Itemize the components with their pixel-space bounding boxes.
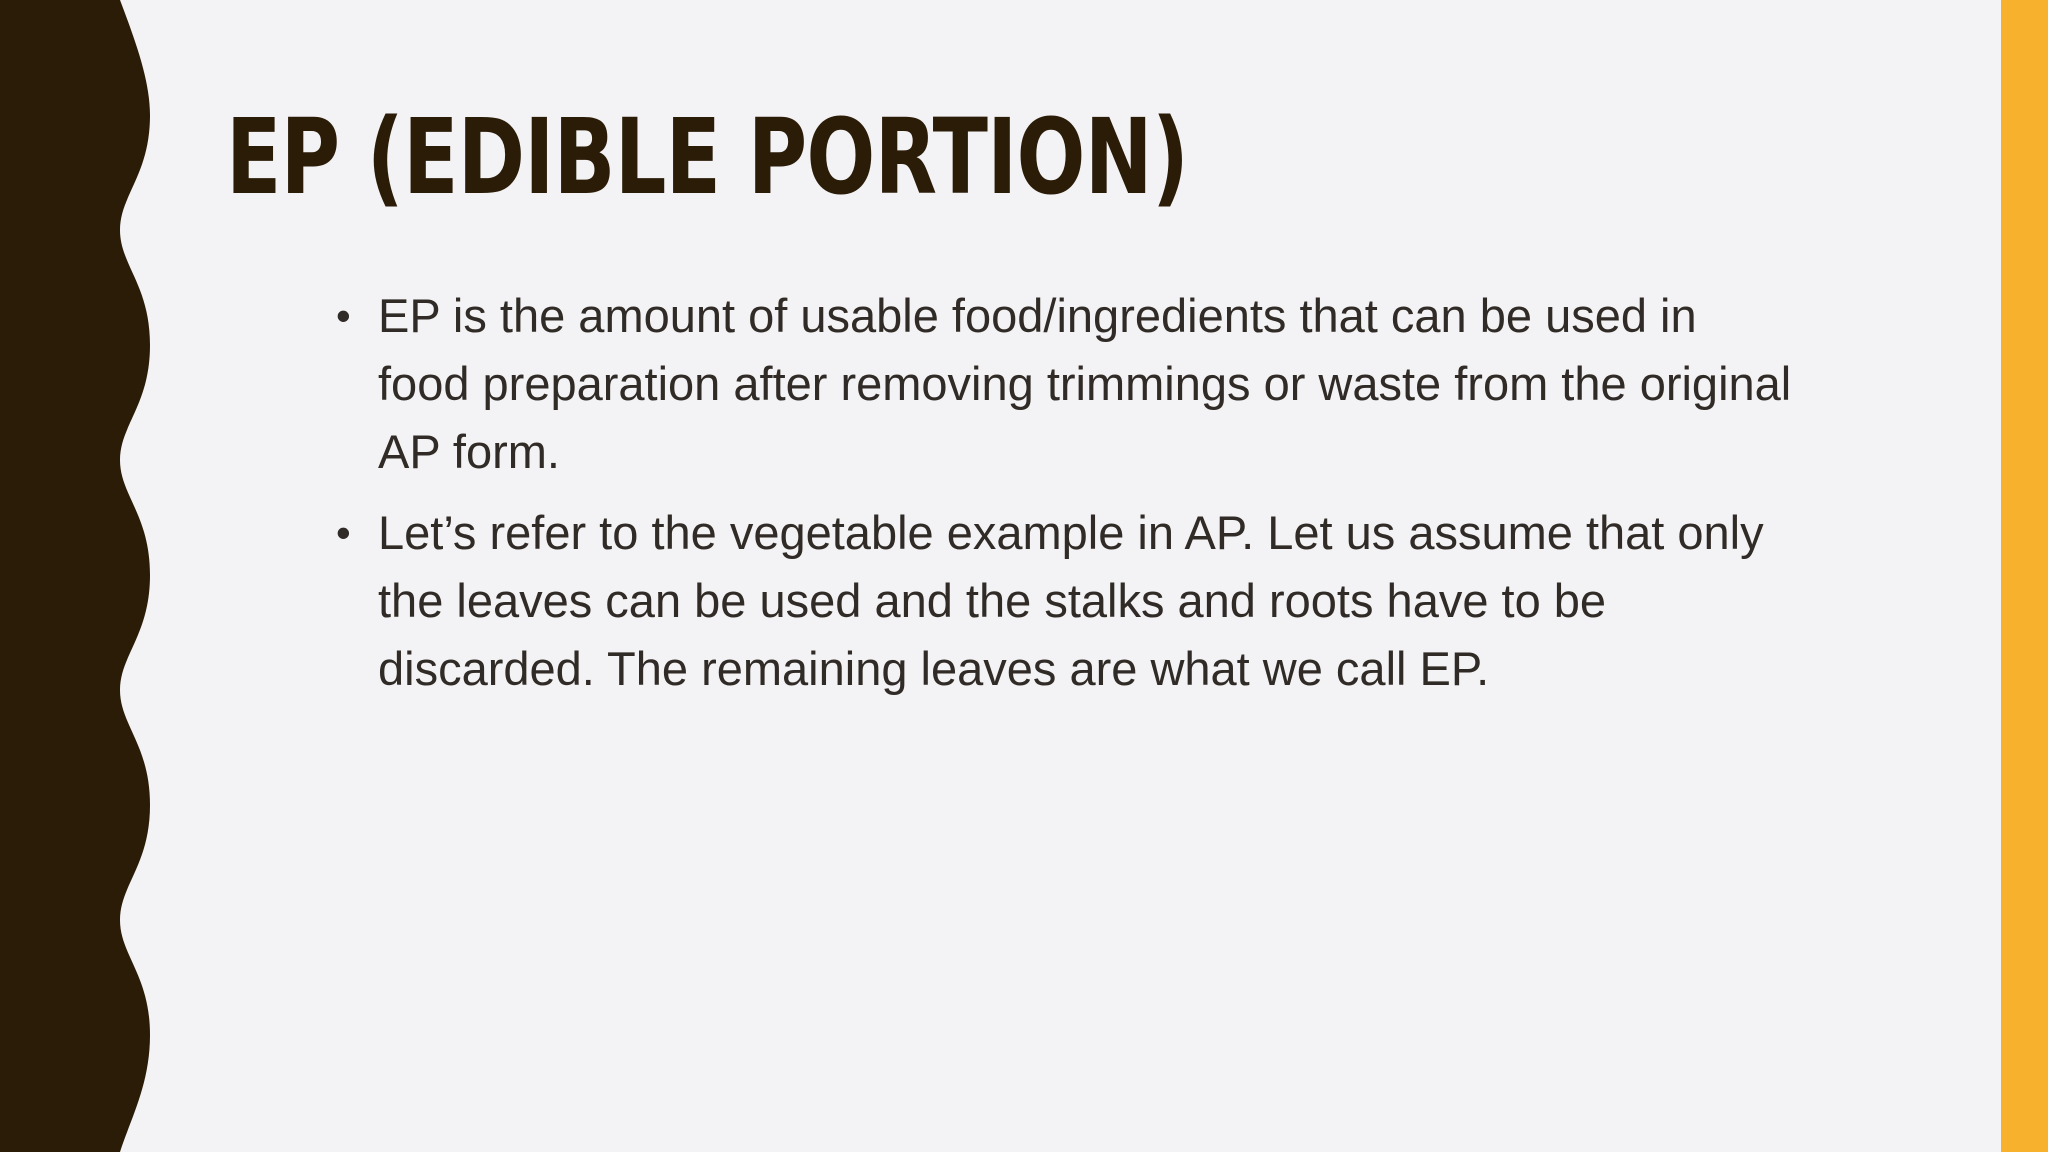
bullet-list — [336, 282, 1798, 716]
bullet-text: Let’s refer to the vegetable example in AP. Let us assume that only the leaves can be used and the stalks and roots have to be discarded. The remaining leaves are what we call EP. — [378, 506, 1764, 695]
bullet-item — [336, 499, 1798, 703]
bullet-item — [336, 282, 1798, 486]
wavy-border-shape — [0, 0, 150, 1152]
accent-bar — [2001, 0, 2048, 1152]
bullet-text: EP is the amount of usable food/ingredients that can be used in food preparation after removing trimmings or waste from the original AP form. — [378, 289, 1792, 478]
bullet-marker: • — [336, 292, 351, 339]
slide-title: EP (EDIBLE PORTION) — [226, 96, 1189, 218]
bullet-marker: • — [336, 509, 351, 556]
wavy-border-decoration — [0, 0, 160, 1152]
